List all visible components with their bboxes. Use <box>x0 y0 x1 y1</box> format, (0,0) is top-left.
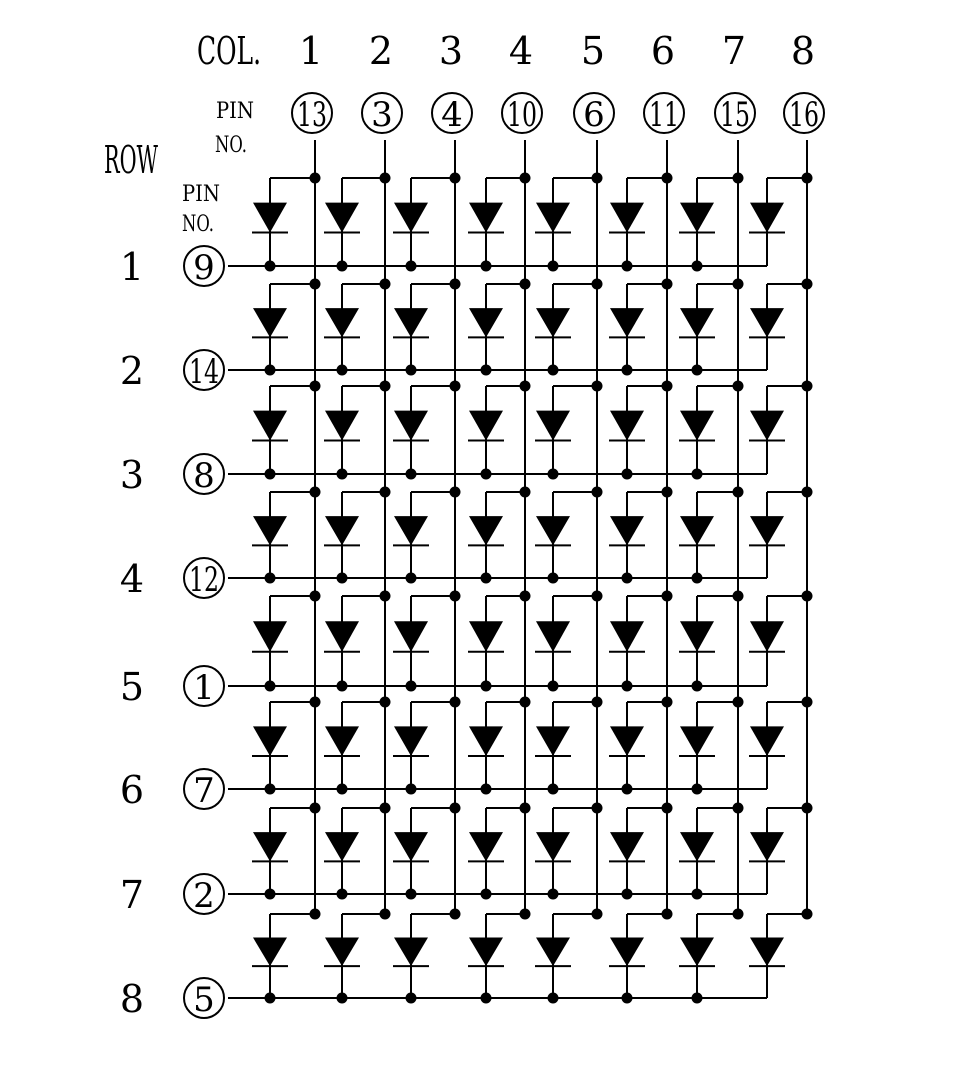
junction-dot <box>548 261 559 272</box>
junction-dot <box>380 487 391 498</box>
junction-dot <box>310 487 321 498</box>
led-diode <box>609 492 667 578</box>
diode-triangle-icon <box>325 938 359 967</box>
diode-triangle-icon <box>750 832 784 861</box>
junction-dot <box>450 591 461 602</box>
row-pin-label: 9 <box>193 248 215 288</box>
junction-dot <box>733 279 744 290</box>
diode-triangle-icon <box>253 411 287 441</box>
led-diode <box>393 492 455 578</box>
diode-triangle-icon <box>253 621 287 652</box>
junction-dot <box>450 381 461 392</box>
diode-triangle-icon <box>680 726 714 756</box>
junction-dot <box>802 591 813 602</box>
junction-dot <box>481 261 492 272</box>
junction-dot <box>733 697 744 708</box>
junction-dot <box>310 697 321 708</box>
diode-triangle-icon <box>253 516 287 545</box>
column-pin-label: 11 <box>649 95 679 135</box>
led-diode <box>252 178 315 266</box>
junction-dot <box>802 803 813 814</box>
diode-triangle-icon <box>610 832 644 861</box>
diode-triangle-icon <box>750 411 784 441</box>
junction-dot <box>406 261 417 272</box>
junction-dot <box>548 784 559 795</box>
diode-triangle-icon <box>750 516 784 545</box>
diode-triangle-icon <box>750 938 784 967</box>
diode-triangle-icon <box>750 308 784 337</box>
row-number-label: 8 <box>119 977 145 1021</box>
row-pin-label: 1 <box>193 668 215 708</box>
diode-triangle-icon <box>469 203 503 233</box>
junction-dot <box>380 803 391 814</box>
column-pin-label: 13 <box>297 95 327 135</box>
junction-dot <box>662 381 673 392</box>
diode-triangle-icon <box>610 411 644 441</box>
junction-dot <box>692 993 703 1004</box>
junction-dot <box>520 591 531 602</box>
diode-triangle-icon <box>680 411 714 441</box>
column-pin-label: 6 <box>583 95 605 135</box>
led-diode <box>324 914 385 998</box>
led-diode <box>468 596 525 686</box>
wires <box>228 140 807 998</box>
diode-triangle-icon <box>536 832 570 861</box>
column-number-label: 4 <box>508 29 534 73</box>
row-pin-label: 7 <box>193 771 215 811</box>
led-diodes <box>252 178 807 998</box>
diode-triangle-icon <box>325 516 359 545</box>
row-pin-label: 5 <box>193 980 215 1020</box>
diode-triangle-icon <box>680 308 714 337</box>
led-diode <box>679 178 738 266</box>
led-diode <box>252 808 315 894</box>
junction-dot <box>520 697 531 708</box>
diode-triangle-icon <box>469 726 503 756</box>
junction-dot <box>310 591 321 602</box>
led-diode <box>252 596 315 686</box>
junction-dot <box>622 681 633 692</box>
row-pin-label: 12 <box>189 560 219 600</box>
junction-dot <box>481 889 492 900</box>
led-diode <box>468 386 525 474</box>
led-diode <box>393 808 455 894</box>
led-diode <box>324 178 385 266</box>
diode-triangle-icon <box>325 726 359 756</box>
junction-dot <box>802 381 813 392</box>
junction-dot <box>337 365 348 376</box>
led-diode <box>609 386 667 474</box>
junction-dot <box>802 909 813 920</box>
junction-dot <box>802 487 813 498</box>
junction-dot <box>733 173 744 184</box>
junction-dot <box>310 279 321 290</box>
diode-triangle-icon <box>469 938 503 967</box>
row-number-label: 3 <box>119 453 145 497</box>
diode-triangle-icon <box>536 411 570 441</box>
junction-dot <box>481 573 492 584</box>
junction-dot <box>802 697 813 708</box>
junction-dot <box>265 573 276 584</box>
diode-triangle-icon <box>394 938 428 967</box>
junction-dot <box>265 261 276 272</box>
diode-triangle-icon <box>325 832 359 861</box>
column-pin-label: 15 <box>720 95 750 135</box>
led-diode <box>609 914 667 998</box>
led-diode <box>252 702 315 789</box>
diode-triangle-icon <box>536 726 570 756</box>
junction-dot <box>622 469 633 480</box>
junction-dot <box>692 261 703 272</box>
led-diode <box>679 808 738 894</box>
junction-dot <box>733 909 744 920</box>
row-pin-label-line1: PIN <box>182 182 220 207</box>
junction-dot <box>380 381 391 392</box>
junction-dot <box>406 469 417 480</box>
junction-dot <box>692 784 703 795</box>
led-diode <box>609 808 667 894</box>
diode-triangle-icon <box>680 621 714 652</box>
junction-dot <box>380 591 391 602</box>
junction-dot <box>450 173 461 184</box>
row-number-label: 2 <box>119 349 145 393</box>
junction-dot <box>310 909 321 920</box>
junction-dot <box>337 681 348 692</box>
diode-triangle-icon <box>680 832 714 861</box>
junction-dot <box>548 681 559 692</box>
led-diode <box>679 914 738 998</box>
led-diode <box>609 284 667 370</box>
diode-triangle-icon <box>394 411 428 441</box>
junction-dot <box>450 697 461 708</box>
junction-dot <box>692 365 703 376</box>
junction-dot <box>406 889 417 900</box>
led-diode <box>679 284 738 370</box>
junction-dot <box>337 993 348 1004</box>
junction-dot <box>662 591 673 602</box>
diode-triangle-icon <box>610 938 644 967</box>
led-diode <box>324 702 385 789</box>
diode-triangle-icon <box>610 516 644 545</box>
diode-triangle-icon <box>253 938 287 967</box>
junction-dot <box>548 469 559 480</box>
junction-dot <box>406 681 417 692</box>
junction-dot <box>337 784 348 795</box>
led-diode <box>535 808 597 894</box>
row-number-label: 7 <box>119 873 145 917</box>
junction-dot <box>622 573 633 584</box>
led-diode <box>535 702 597 789</box>
junction-dot <box>481 681 492 692</box>
junction-dot <box>802 173 813 184</box>
junction-dot <box>481 993 492 1004</box>
led-diode <box>468 914 525 998</box>
column-number-label: 6 <box>650 29 676 73</box>
diode-triangle-icon <box>536 938 570 967</box>
led-diode <box>468 702 525 789</box>
column-number-label: 3 <box>438 29 464 73</box>
junction-dot <box>622 993 633 1004</box>
junction-dot <box>592 279 603 290</box>
diode-triangle-icon <box>469 411 503 441</box>
junction-dot <box>380 909 391 920</box>
diode-triangle-icon <box>253 726 287 756</box>
led-diode <box>324 596 385 686</box>
led-diode <box>609 702 667 789</box>
led-diode <box>749 808 807 894</box>
diode-triangle-icon <box>394 621 428 652</box>
junction-dot <box>520 803 531 814</box>
led-diode <box>749 914 807 998</box>
led-diode <box>324 492 385 578</box>
led-diode <box>535 914 597 998</box>
diode-triangle-icon <box>253 832 287 861</box>
led-diode <box>252 284 315 370</box>
junction-dot <box>265 993 276 1004</box>
junction-dot <box>265 784 276 795</box>
column-pin-label: 10 <box>507 95 537 135</box>
junction-dot <box>592 487 603 498</box>
junction-dot <box>520 279 531 290</box>
led-diode <box>749 284 807 370</box>
junction-dot <box>592 909 603 920</box>
led-diode <box>749 178 807 266</box>
diode-triangle-icon <box>469 308 503 337</box>
junction-dot <box>662 909 673 920</box>
junction-dot <box>733 381 744 392</box>
junction-dot <box>310 381 321 392</box>
junction-dot <box>662 279 673 290</box>
diode-triangle-icon <box>394 516 428 545</box>
led-diode <box>393 702 455 789</box>
junction-dot <box>733 487 744 498</box>
diode-triangle-icon <box>680 938 714 967</box>
junction-dot <box>622 365 633 376</box>
junction-dot <box>692 889 703 900</box>
diode-triangle-icon <box>253 308 287 337</box>
diode-triangle-icon <box>680 516 714 545</box>
diode-triangle-icon <box>610 726 644 756</box>
led-diode <box>468 808 525 894</box>
junction-dot <box>692 573 703 584</box>
diode-triangle-icon <box>536 621 570 652</box>
row-pin-label: 2 <box>193 876 215 916</box>
led-diode <box>393 596 455 686</box>
junction-dot <box>450 909 461 920</box>
junction-dot <box>592 381 603 392</box>
junction-dot <box>622 889 633 900</box>
led-diode <box>679 596 738 686</box>
junction-dot <box>548 889 559 900</box>
col-pin-label-line1: PIN <box>216 99 254 124</box>
column-number-label: 5 <box>580 29 606 73</box>
junction-dot <box>481 365 492 376</box>
diode-triangle-icon <box>325 203 359 233</box>
junction-dot <box>380 279 391 290</box>
junction-dot <box>406 573 417 584</box>
row-label: ROW <box>104 138 158 182</box>
junction-dot <box>733 803 744 814</box>
junction-dot <box>337 573 348 584</box>
led-diode <box>393 386 455 474</box>
junction-dot <box>380 697 391 708</box>
junction-dot <box>662 803 673 814</box>
junction-dot <box>662 697 673 708</box>
led-diode <box>679 702 738 789</box>
diode-triangle-icon <box>469 832 503 861</box>
junction-dot <box>337 469 348 480</box>
diode-triangle-icon <box>750 203 784 233</box>
column-pin-label: 4 <box>441 95 463 135</box>
diode-triangle-icon <box>469 621 503 652</box>
row-pin-label-line2: NO. <box>182 212 214 237</box>
junction-dot <box>481 784 492 795</box>
junction-dot <box>450 279 461 290</box>
junction-dot <box>520 381 531 392</box>
junction-dot <box>450 803 461 814</box>
led-diode <box>324 284 385 370</box>
diode-triangle-icon <box>394 203 428 233</box>
diode-triangle-icon <box>469 516 503 545</box>
junction-dot <box>592 803 603 814</box>
junction-dots <box>265 173 813 1004</box>
diode-triangle-icon <box>394 308 428 337</box>
row-number-label: 1 <box>119 245 145 289</box>
led-diode <box>679 492 738 578</box>
junction-dot <box>310 803 321 814</box>
diode-triangle-icon <box>750 726 784 756</box>
junction-dot <box>662 173 673 184</box>
diode-triangle-icon <box>610 621 644 652</box>
junction-dot <box>265 365 276 376</box>
column-pin-label: 16 <box>789 95 819 135</box>
led-diode <box>468 284 525 370</box>
junction-dot <box>337 261 348 272</box>
led-diode <box>535 492 597 578</box>
diode-triangle-icon <box>325 308 359 337</box>
junction-dot <box>622 261 633 272</box>
column-number-label: 7 <box>721 29 747 73</box>
diode-triangle-icon <box>610 308 644 337</box>
junction-dot <box>692 681 703 692</box>
led-diode <box>252 386 315 474</box>
junction-dot <box>802 279 813 290</box>
column-number-label: 8 <box>790 29 816 73</box>
diode-triangle-icon <box>394 726 428 756</box>
junction-dot <box>733 591 744 602</box>
diode-triangle-icon <box>536 516 570 545</box>
led-diode <box>535 284 597 370</box>
led-diode <box>535 178 597 266</box>
junction-dot <box>310 173 321 184</box>
row-number-label: 4 <box>119 557 145 601</box>
led-diode <box>324 808 385 894</box>
led-diode <box>609 178 667 266</box>
led-diode <box>393 284 455 370</box>
junction-dot <box>450 487 461 498</box>
col-label: COL. <box>197 29 261 73</box>
diode-triangle-icon <box>680 203 714 233</box>
diode-triangle-icon <box>394 832 428 861</box>
col-pin-label-line2: NO. <box>215 133 247 158</box>
row-pin-label: 8 <box>193 456 215 496</box>
junction-dot <box>548 365 559 376</box>
junction-dot <box>520 173 531 184</box>
led-diode <box>749 386 807 474</box>
row-pin-label: 14 <box>189 352 219 392</box>
diode-triangle-icon <box>536 308 570 337</box>
junction-dot <box>406 784 417 795</box>
junction-dot <box>265 469 276 480</box>
row-number-label: 5 <box>119 665 145 709</box>
junction-dot <box>692 469 703 480</box>
led-diode <box>324 386 385 474</box>
column-pin-label: 3 <box>371 95 393 135</box>
led-diode <box>252 914 315 998</box>
led-diode <box>679 386 738 474</box>
junction-dot <box>662 487 673 498</box>
diode-triangle-icon <box>536 203 570 233</box>
schematic-header <box>104 29 261 237</box>
junction-dot <box>548 993 559 1004</box>
diode-triangle-icon <box>253 203 287 233</box>
junction-dot <box>337 889 348 900</box>
diode-triangle-icon <box>325 621 359 652</box>
junction-dot <box>265 681 276 692</box>
column-number-label: 1 <box>298 29 324 73</box>
led-diode <box>468 178 525 266</box>
led-diode <box>393 178 455 266</box>
diode-triangle-icon <box>750 621 784 652</box>
junction-dot <box>520 487 531 498</box>
junction-dot <box>592 173 603 184</box>
junction-dot <box>548 573 559 584</box>
junction-dot <box>481 469 492 480</box>
led-diode <box>749 596 807 686</box>
led-diode <box>535 596 597 686</box>
junction-dot <box>520 909 531 920</box>
led-diode <box>609 596 667 686</box>
diode-triangle-icon <box>325 411 359 441</box>
junction-dot <box>380 173 391 184</box>
led-diode <box>749 492 807 578</box>
led-diode <box>749 702 807 789</box>
led-diode <box>393 914 455 998</box>
junction-dot <box>592 591 603 602</box>
led-diode <box>252 492 315 578</box>
junction-dot <box>622 784 633 795</box>
junction-dot <box>592 697 603 708</box>
column-number-label: 2 <box>368 29 394 73</box>
diode-triangle-icon <box>610 203 644 233</box>
junction-dot <box>265 889 276 900</box>
led-diode <box>535 386 597 474</box>
junction-dot <box>406 993 417 1004</box>
junction-dot <box>406 365 417 376</box>
row-number-label: 6 <box>119 768 145 812</box>
led-diode <box>468 492 525 578</box>
